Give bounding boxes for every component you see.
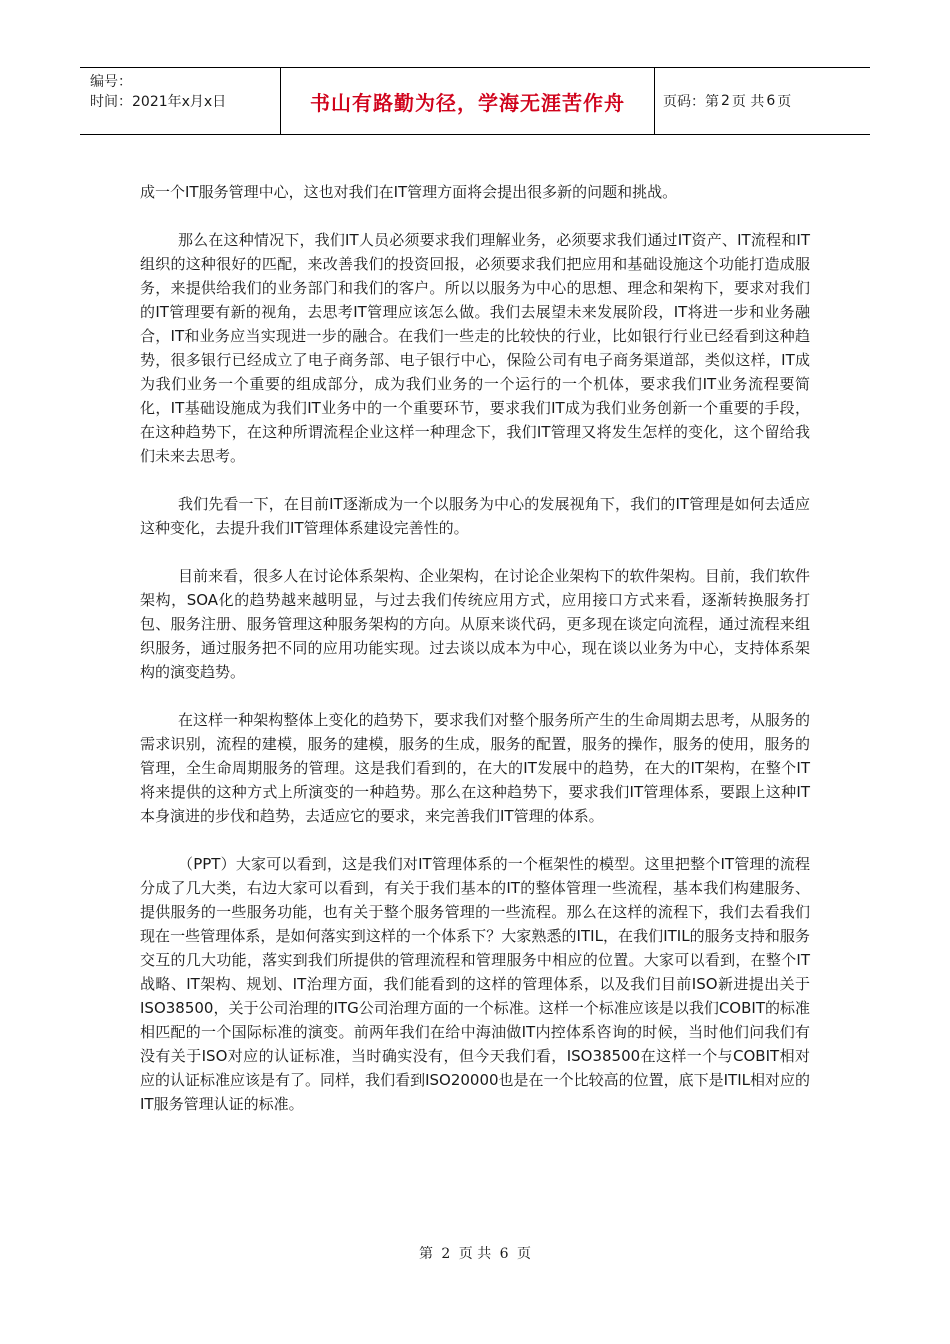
footer-current: 2	[441, 1246, 451, 1262]
paragraph: 在这样一种架构整体上变化的趋势下，要求我们对整个服务所产生的生命周期去思考，从服务的需求识别，流程的建模，服务的建模，服务的生成，服务的配置，服务的操作，服务的使用，服务的管理，全生命周期服务的管理。这是我们看到的，在大的IT发展中的趋势，在大的IT架构，在整个IT将来提供的这种方式上所演变的一种趋势。那么在这种趋势下，要求我们IT管理体系，要跟上这种IT本身演进的步伐和趋势，去适应它的要求，来完善我们IT管理的体系。	[140, 711, 810, 825]
footer-prefix: 第	[418, 1246, 433, 1262]
paragraph: 目前来看，很多人在讨论体系架构、企业架构，在讨论企业架构下的软件架构。目前，我们软件架构，SOA化的趋势越来越明显，与过去我们传统应用方式，应用接口方式来看，逐渐转换服务打包、服务注册、服务管理这种服务架构的方向。从原来谈代码，更多现在谈定向流程，通过流程来组织服务，通过服务把不同的应用功能实现。过去谈以成本为中心，现在谈以业务为中心，支持体系架构的演变趋势。	[140, 567, 810, 681]
header-meta	[80, 68, 280, 134]
footer-total: 6	[499, 1246, 509, 1262]
motto: 书山有路勤为径，学海无涯苦作舟	[310, 90, 625, 115]
document-body	[140, 180, 810, 1140]
header-motto-cell	[280, 68, 655, 134]
paragraph: 我们先看一下，在目前IT逐渐成为一个以服务为中心的发展视角下，我们的IT管理是如何去适应这种变化，去提升我们IT管理体系建设完善性的。	[140, 495, 810, 537]
page-prefix: 页码：第	[663, 94, 719, 110]
footer-mid: 页 共	[458, 1246, 492, 1262]
serial-label: 编号：	[90, 74, 132, 90]
page-mid: 页 共	[731, 94, 765, 110]
paragraph: （PPT）大家可以看到，这是我们对IT管理体系的一个框架性的模型。这里把整个IT管理的流程分成了几大类，右边大家可以看到，有关于我们基本的IT的整体管理一些流程，基本我们构建服务、提供服务的一些服务功能，也有关于整个服务管理的一些流程。那么在这样的流程下，我们去看我们现在一些管理体系，是如何落实到这样的一个体系下？大家熟悉的ITIL，在我们ITIL的服务支持和服务交互的几大功能，落实到我们所提供的管理流程和管理服务中相应的位置。大家可以看到，在整个IT战略、IT架构、规划、IT治理方面，我们能看到的这样的管理体系，以及我们目前ISO新进提出关于ISO38500，关于公司治理的ITG公司治理方面的一个标准。这样一个标准应该是以我们COBIT的标准相匹配的一个国际标准的演变。前两年我们在给中海油做IT内控体系咨询的时候，当时他们问我们有没有关于ISO对应的认证标准，当时确实没有，但今天我们看，ISO38500在这样一个与COBIT相对应的认证标准应该是有了。同样，我们看到ISO20000也是在一个比较高的位置，底下是ITIL相对应的IT服务管理认证的标准。	[140, 855, 810, 1113]
time-label: 时间：2021年x月x日	[90, 94, 227, 110]
paragraph: 成一个IT服务管理中心，这也对我们在IT管理方面将会提出很多新的问题和挑战。	[140, 183, 678, 201]
page-current: 2	[721, 93, 730, 109]
page-header	[80, 67, 870, 135]
header-page-number	[655, 68, 870, 134]
footer-suffix: 页	[517, 1246, 532, 1262]
page-footer	[0, 1243, 950, 1263]
paragraph: 那么在这种情况下，我们IT人员必须要求我们理解业务，必须要求我们通过IT资产、IT流程和IT组织的这种很好的匹配，来改善我们的投资回报，必须要求我们把应用和基础设施这个功能打造成服务，来提供给我们的业务部门和我们的客户。所以以服务为中心的思想、理念和架构下，要求对我们的IT管理要有新的视角，去思考IT管理应该怎么做。我们去展望未来发展阶段，IT将进一步和业务融合，IT和业务应当实现进一步的融合。在我们一些走的比较快的行业，比如银行行业已经看到这种趋势，很多银行已经成立了电子商务部、电子银行中心，保险公司有电子商务渠道部，类似这样，IT成为我们业务一个重要的组成部分，成为我们业务的一个运行的一个机体，要求我们IT业务流程要简化，IT基础设施成为我们IT业务中的一个重要环节，要求我们IT成为我们业务创新一个重要的手段，在这种趋势下，在这种所谓流程企业这样一种理念下，我们IT管理又将发生怎样的变化，这个留给我们未来去思考。	[140, 231, 810, 465]
page-suffix: 页	[777, 94, 792, 110]
page-total: 6	[766, 93, 776, 109]
